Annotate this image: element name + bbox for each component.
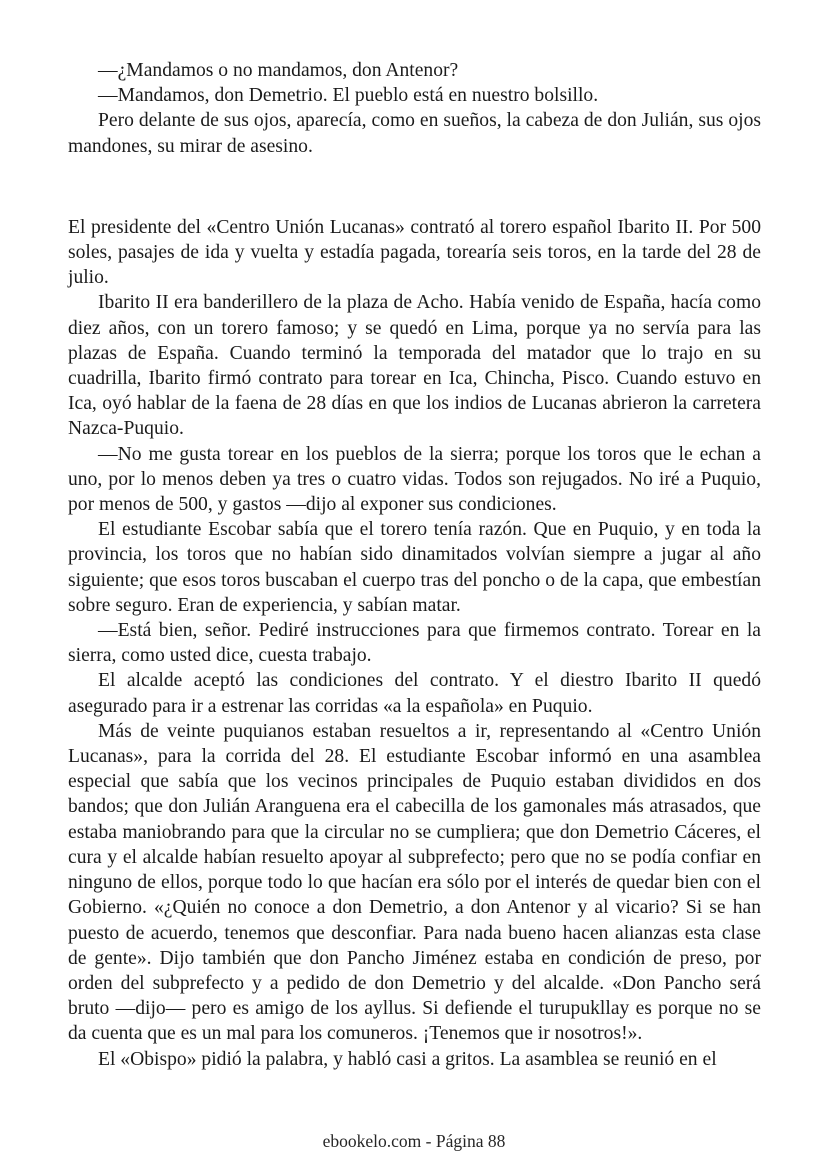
text-block-two [68,215,761,1072]
paragraph: Más de veinte puquianos estaban resueltos a ir, representando al «Centro Unión Lucanas», para la corrida del 28. El estudiante Escobar informó en una asamblea especial que sabía que los vecinos principales de Puquio estaban divididos en dos bandos; que don Julián Aranguena era el cabecilla de los gamonales más atrasados, que estaba maniobrando para que la circular no se cumpliera; que don Demetrio Cáceres, el cura y el alcalde habían resuelto apoyar al subprefecto; pero que no se podía confiar en ninguno de ellos, porque todo lo que hacían era sólo por el interés de quedar bien con el Gobierno. «¿Quién no conoce a don Demetrio, a don Antenor y al vicario? Si se han puesto de acuerdo, tenemos que desconfiar. Para nada bueno hacen alianzas esta clase de gente». Dijo también que don Pancho Jiménez estaba en condición de preso, por orden del subprefecto y a pedido de don Demetrio y del alcalde. «Don Pancho será bruto —dijo— pero es amigo de los ayllus. Si defiende el turupukllay es porque no se da cuenta que es un mal para los comuneros. ¡Tenemos que ir nosotros!». [68,720,761,1045]
paragraph: —¿Mandamos o no mandamos, don Antenor? [98,60,459,81]
paragraph: —No me gusta torear en los pueblos de la sierra; porque los toros que le echan a uno, por lo menos deben ya tres o cuatro vidas. Todos son rejugados. No iré a Puquio, por menos de 500, y gastos —dijo al exponer sus condiciones. [68,443,761,516]
page-footer: ebookelo.com - Página 88 [322,1131,506,1151]
paragraph: —Mandamos, don Demetrio. El pueblo está en nuestro bolsillo. [98,85,599,107]
paragraph: El alcalde aceptó las condiciones del contrato. Y el diestro Ibarito II quedó asegurado para ir a estrenar las corridas «a la española» en Puquio. [68,670,761,717]
paragraph: El estudiante Escobar sabía que el torero tenía razón. Que en Puquio, y en toda la provincia, los toros que no habían sido dinamitados volvían siempre a jugar al año siguiente; que esos toros buscaban el cuerpo tras del poncho o de la capa, que embestían sobre seguro. Eran de experiencia, y sabían matar. [68,519,761,616]
text-block-one [68,58,761,159]
paragraph: Pero delante de sus ojos, aparecía, como en sueños, la cabeza de don Julián, sus ojos mandones, su mirar de asesino. [68,110,761,157]
paragraph: El «Obispo» pidió la palabra, y habló casi a gritos. La asamblea se reunió en el [98,1048,717,1070]
text-column [68,58,761,1072]
paragraph: El presidente del «Centro Unión Lucanas» contrató al torero español Ibarito II. Por 500 soles, pasajes de ida y vuelta y estadía pagada, torearía seis toros, en la tarde del 28 de julio. [68,216,761,289]
section-break [68,159,761,215]
paragraph: —Está bien, señor. Pediré instrucciones para que firmemos contrato. Torear en la sierra, como usted dice, cuesta trabajo. [68,620,761,667]
paragraph: Ibarito II era banderillero de la plaza de Acho. Había venido de España, hacía como diez años, con un torero famoso; y se quedó en Lima, porque ya no servía para las plazas de España. Cuando terminó la temporada del matador que lo trajo en su cuadrilla, Ibarito firmó contrato para torear en Ica, Chincha, Pisco. Cuando estuvo en Ica, oyó hablar de la faena de 28 días en que los indios de Lucanas abrieron la carretera Nazca-Puquio. [68,292,761,440]
